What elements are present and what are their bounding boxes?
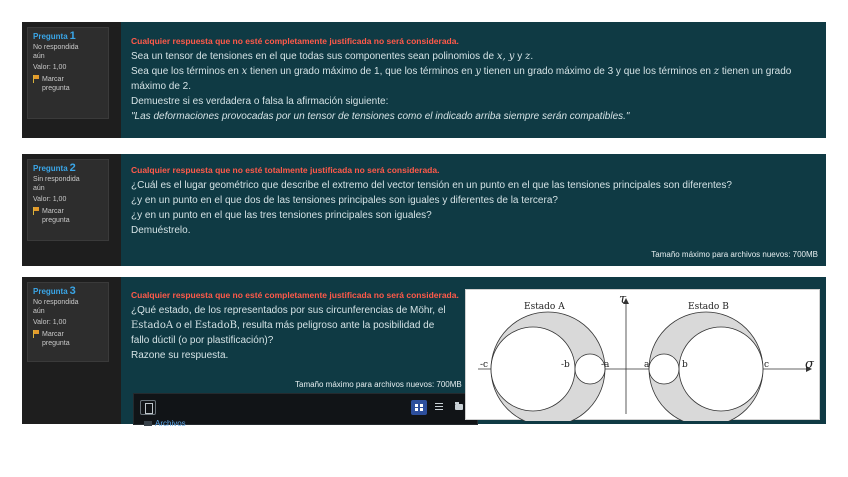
point-c: c xyxy=(764,360,770,370)
flag-label xyxy=(42,207,70,225)
list-view-button[interactable] xyxy=(431,400,447,415)
grid-icon xyxy=(415,404,423,411)
question-2-info xyxy=(27,159,109,241)
flag-label xyxy=(42,75,70,93)
sigma-label: σ xyxy=(805,357,814,372)
question-line-3: ¿y en un punto en el que las tres tensiones principales son iguales? xyxy=(131,210,432,221)
question-3-info xyxy=(27,282,109,362)
max-file-size-text: Tamaño máximo para archivos nuevos: 700MB xyxy=(651,250,818,259)
question-2-panel xyxy=(22,154,826,266)
question-number: 3 xyxy=(69,285,76,297)
flag-icon xyxy=(33,207,39,215)
text-part: tienen un grado xyxy=(719,66,792,77)
warning-text: Cualquier respuesta que no esté totalmente justificada no será considerada. xyxy=(131,165,440,175)
question-1-panel xyxy=(22,22,826,138)
question-number: 2 xyxy=(69,162,76,174)
question-3-title xyxy=(33,287,103,296)
question-line-1 xyxy=(131,49,816,64)
question-2-title xyxy=(33,164,103,173)
math-y: y xyxy=(475,66,481,77)
question-line-1: ¿Qué estado, de los representados por sus circunferencias de Möhr, el xyxy=(131,305,446,316)
text-part: y xyxy=(514,51,526,62)
warning-text: Cualquier respuesta que no esté completamente justificada no será considerada. xyxy=(131,290,459,300)
question-line-1: ¿Cuál es el lugar geométrico que describe el extremo del vector tensión en un punto en el que las tensiones principales son diferentes? xyxy=(131,180,732,191)
math-xy: x, y xyxy=(496,51,515,62)
question-points: Valor: 1,00 xyxy=(33,319,67,326)
question-number: 1 xyxy=(69,30,76,42)
flag-label-line-2: pregunta xyxy=(42,85,70,92)
text-part: , resulta más peligroso ante la posibilidad de xyxy=(236,320,435,331)
question-points: Valor: 1,00 xyxy=(33,196,67,203)
question-status xyxy=(33,175,103,193)
estado-b-label: Estado B xyxy=(688,302,729,312)
math-z: z xyxy=(713,66,720,77)
point-neg-c: -c xyxy=(480,360,489,370)
file-manager xyxy=(133,393,478,428)
question-1-info xyxy=(27,27,109,119)
flag-icon xyxy=(33,330,39,338)
math-x: x xyxy=(241,66,248,77)
flag-question-button[interactable] xyxy=(33,330,103,348)
estado-a-label: Estado A xyxy=(524,302,565,312)
status-line-2: aún xyxy=(33,53,45,60)
file-add-icon[interactable] xyxy=(140,400,156,415)
list-icon xyxy=(435,403,443,411)
question-line-2 xyxy=(131,64,816,79)
question-line-2: ¿y en un punto en el que dos de las tensiones principales son iguales y diferentes de la tercera? xyxy=(131,195,558,206)
question-line-3: máximo de 2. xyxy=(131,81,192,92)
point-neg-a: -a xyxy=(601,360,610,370)
text-part: o el xyxy=(173,320,195,331)
text-part: tienen un grado máximo de 3 y que los términos en xyxy=(480,66,714,77)
question-line-3: fallo dúctil (o por plastificación)? xyxy=(131,335,274,346)
question-line-4: Razone su respuesta. xyxy=(131,350,229,361)
question-1-text xyxy=(121,22,826,138)
files-folder-link[interactable]: Archivos xyxy=(144,420,186,428)
flag-icon xyxy=(33,75,39,83)
status-line-1: No respondida xyxy=(33,44,79,51)
point-b: b xyxy=(682,360,688,370)
text-part: Sea que los términos en xyxy=(131,66,242,77)
estado-b-small-circle xyxy=(649,354,679,384)
question-label: Pregunta xyxy=(33,164,68,173)
flag-label-line-2: pregunta xyxy=(42,217,70,224)
question-status xyxy=(33,298,103,316)
text-part: . xyxy=(530,51,534,62)
tau-label: τ xyxy=(619,292,627,307)
question-line-4: Demuestre si es verdadera o falsa la afirmación siguiente: xyxy=(131,96,389,107)
flag-question-button[interactable] xyxy=(33,207,103,225)
point-a: a xyxy=(644,360,650,370)
grid-view-button[interactable] xyxy=(411,400,427,415)
max-file-size-text: Tamaño máximo para archivos nuevos: 700MB xyxy=(295,380,462,389)
status-line-1: No respondida xyxy=(33,299,79,306)
mohr-circles-figure xyxy=(465,289,820,420)
text-part: Sea un tensor de tensiones en el que todas sus componentes sean polinomios de xyxy=(131,51,497,62)
question-status xyxy=(33,43,103,61)
question-2-text xyxy=(121,154,826,266)
question-label: Pregunta xyxy=(33,32,68,41)
warning-text: Cualquier respuesta que no esté completamente justificada no será considerada. xyxy=(131,36,459,46)
status-line-2: aún xyxy=(33,185,45,192)
text-part: tienen un grado máximo de 1, que los términos en xyxy=(247,66,476,77)
flag-label-line-1: Marcar xyxy=(42,331,64,338)
question-label: Pregunta xyxy=(33,287,68,296)
flag-question-button[interactable] xyxy=(33,75,103,93)
question-1-title xyxy=(33,32,103,41)
estado-b-mid-circle xyxy=(679,327,763,411)
question-line-4: Demuéstrelo. xyxy=(131,225,191,236)
estado-a-term: EstadoA xyxy=(131,320,174,331)
question-quote: "Las deformaciones provocadas por un tensor de tensiones como el indicado arriba siempre serán compatibles." xyxy=(131,111,630,122)
status-line-1: Sin respondida xyxy=(33,176,80,183)
question-points: Valor: 1,00 xyxy=(33,64,67,71)
flag-label-line-1: Marcar xyxy=(42,76,64,83)
flag-label xyxy=(42,330,70,348)
folder-icon xyxy=(455,404,463,410)
point-neg-b: -b xyxy=(561,360,570,370)
mohr-diagram xyxy=(466,290,821,421)
flag-label-line-1: Marcar xyxy=(42,208,64,215)
status-line-2: aún xyxy=(33,308,45,315)
estado-b-term: EstadoB xyxy=(194,320,237,331)
math-z: z xyxy=(525,51,531,62)
flag-label-line-2: pregunta xyxy=(42,340,70,347)
